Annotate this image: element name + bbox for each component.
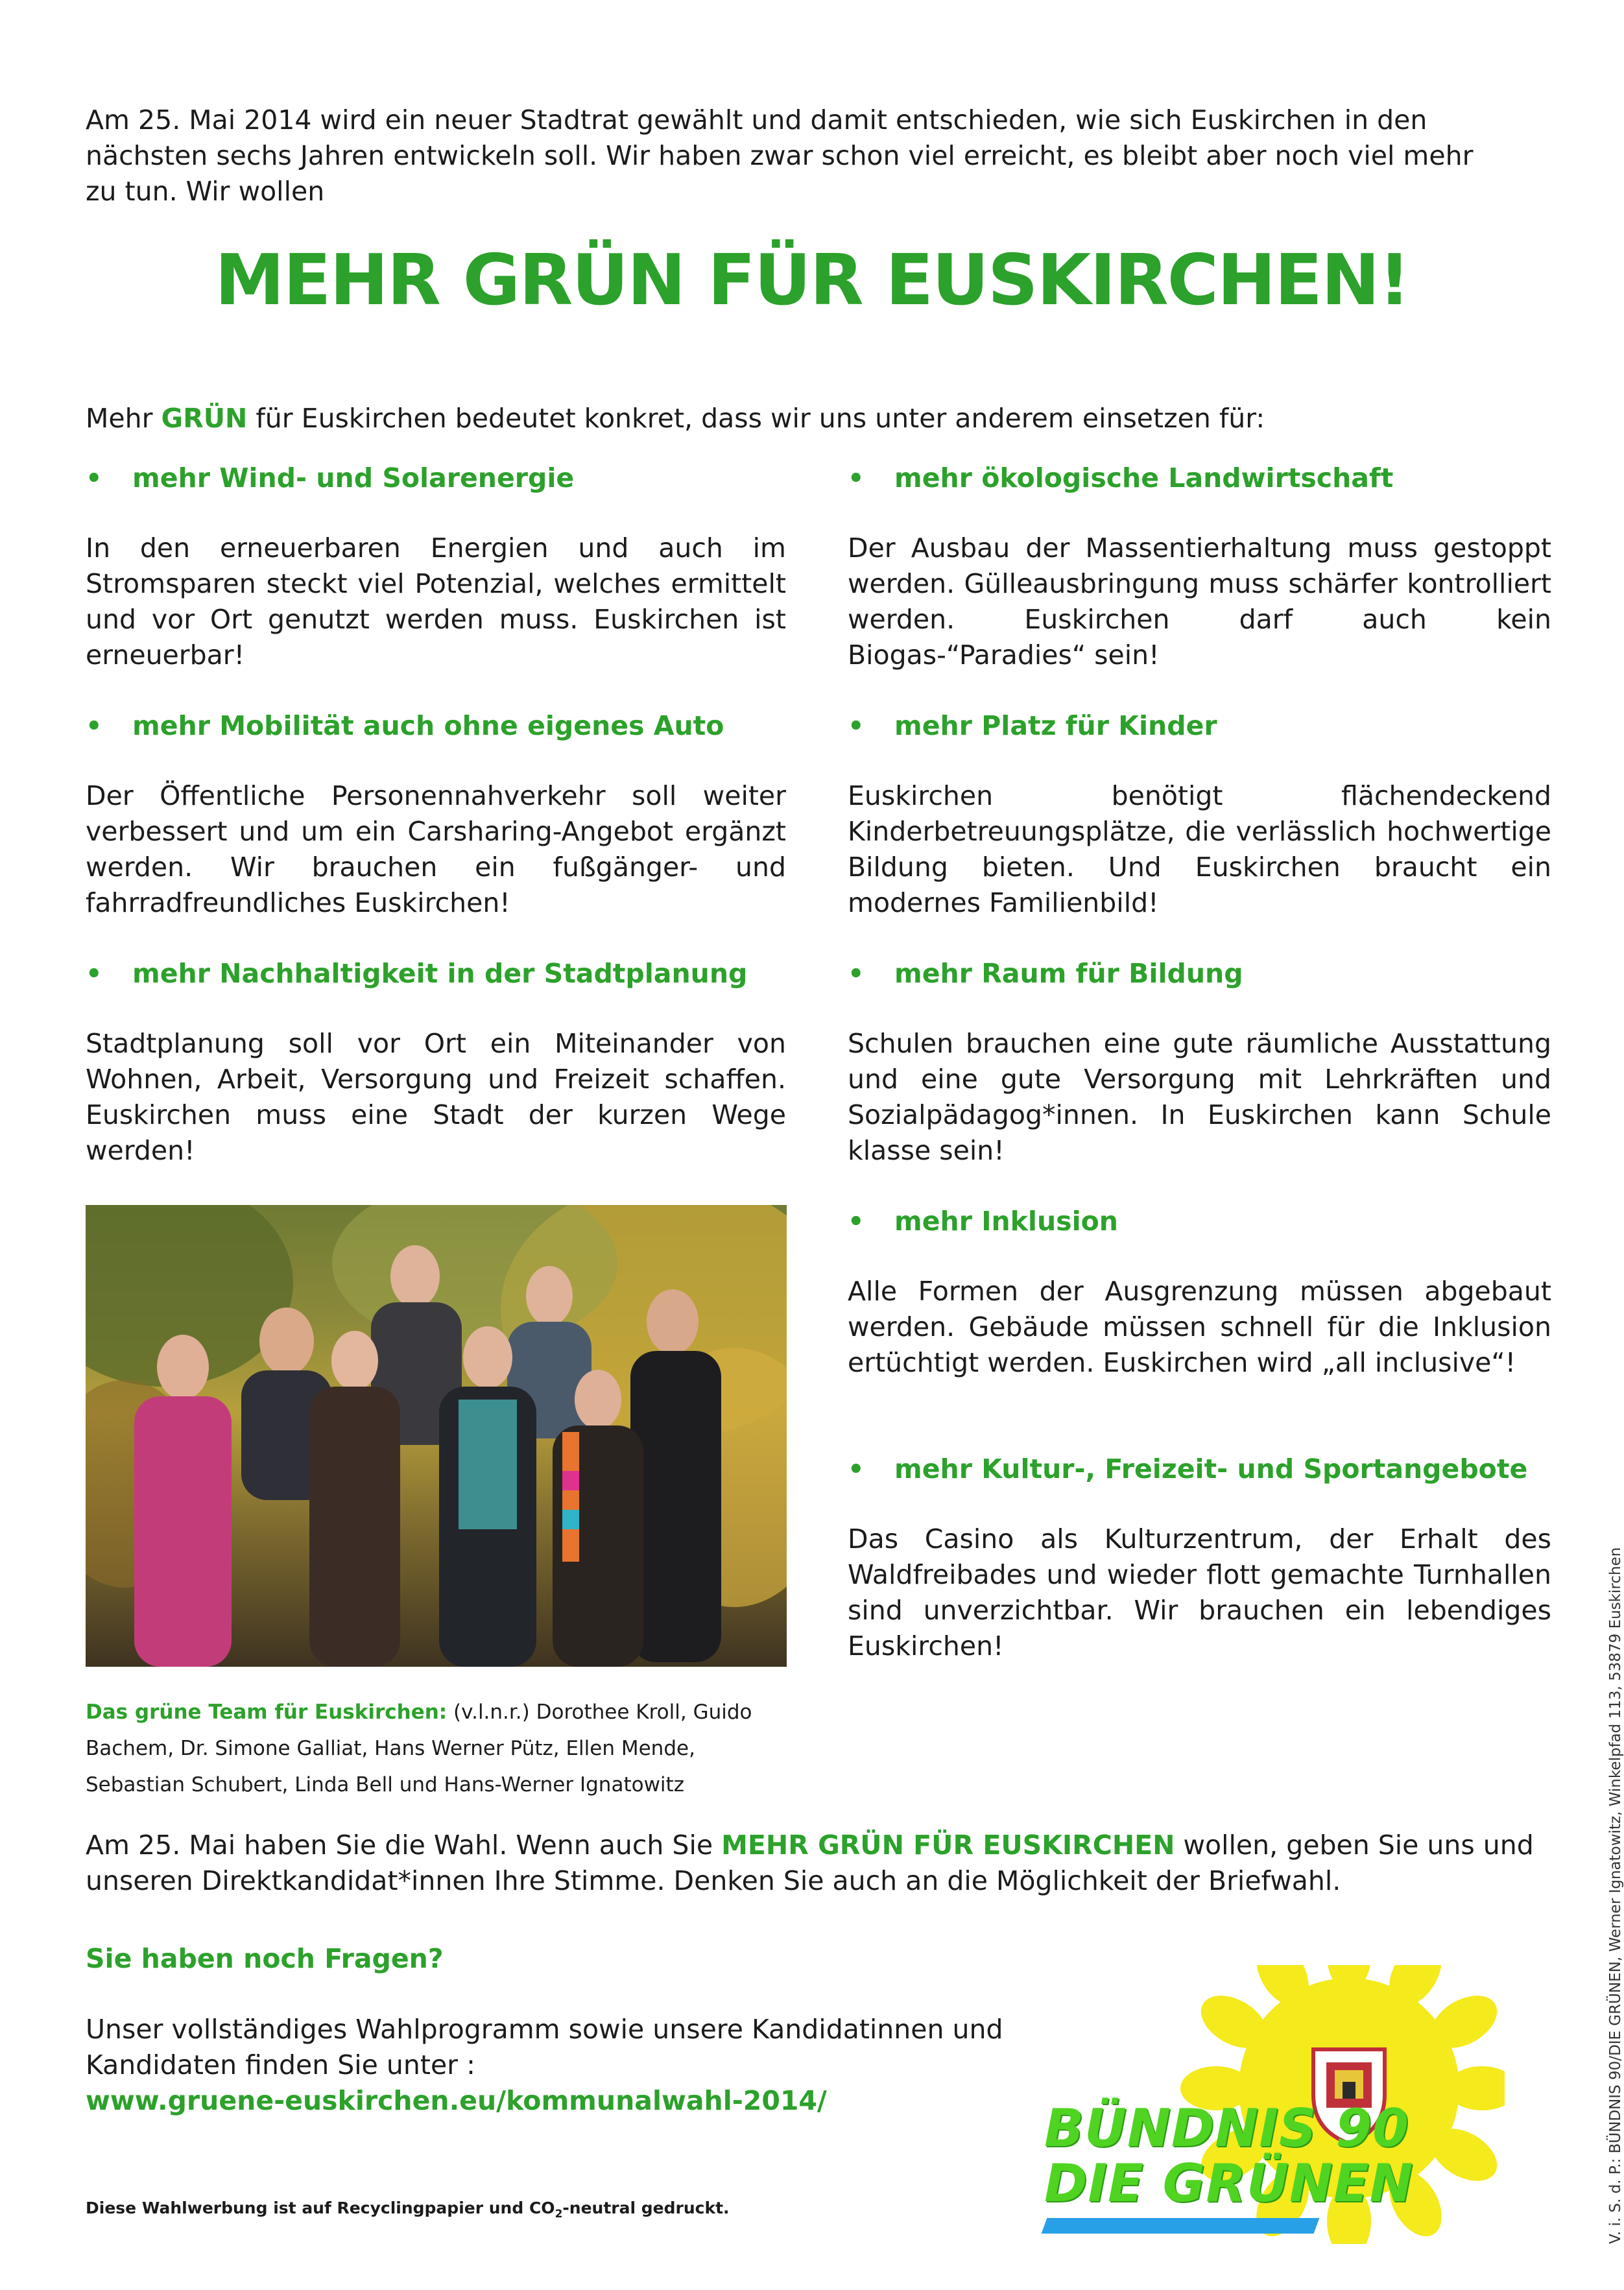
footnote-subscript: 2 [555,2208,563,2221]
footnote-text-after: -neutral gedruckt. [562,2199,730,2217]
point-body: Alle Formen der Ausgrenzung müssen abgebaut werden. Gebäude müssen schnell für die Inklusion ertüchtigt werden. Euskirchen wird „all inclusive“! [848,1276,1551,1378]
bullet-icon: • [848,464,865,494]
intro-paragraph: Am 25. Mai 2014 wird ein neuer Stadtrat gewählt und damit entschieden, wie sich Euskirchen in den nächsten sechs Jahren entwickeln soll. Wir haben zwar schon viel erreicht, es bleibt aber noch viel mehr zu tun. Wir wollen [86,104,1474,207]
point-culture-sports [848,1451,1551,1699]
point-title: mehr Platz für Kinder [894,710,1217,741]
party-logo [1025,1965,1505,2244]
logo-text-line2: DIE GRÜNEN [1044,2153,1414,2213]
lead-highlight: GRÜN [161,403,248,434]
logo-text-line1: BÜNDNIS 90 [1044,2098,1409,2158]
closing-highlight: MEHR GRÜN FÜR EUSKIRCHEN [721,1830,1175,1861]
left-column [86,460,786,1204]
questions-heading: Sie haben noch Fragen? [86,1943,444,1974]
program-paragraph [86,2012,1026,2119]
closing-paragraph [86,1828,1545,1899]
recycling-footnote [86,2199,730,2221]
team-photo-illustration [86,1205,787,1667]
point-body: Euskirchen benötigt flächendeckend Kinderbetreuungsplätze, die verlässlich hochwertige Bildung bieten. Und Euskirchen braucht ein modernes Familienbild! [848,780,1551,918]
right-column [848,460,1551,1699]
bullet-icon: • [86,959,102,989]
point-title: mehr Raum für Bildung [894,958,1243,989]
closing-text-after: wollen, geben Sie uns und unseren Direktkandidat*innen Ihre Stimme. Denken Sie auch an die Möglichkeit der Briefwahl. [86,1830,1534,1896]
point-title: mehr ökologische Landwirtschaft [894,462,1394,494]
caption-label: Das grüne Team für Euskirchen: [86,1700,448,1724]
bullet-icon: • [86,464,102,494]
bullet-icon: • [848,959,865,989]
closing-text-before: Am 25. Mai haben Sie die Wahl. Wenn auch Sie [86,1830,722,1861]
lead-paragraph [86,401,1512,436]
point-body: Stadtplanung soll vor Ort ein Miteinander von Wohnen, Arbeit, Versorgung und Freizeit schaffen. Euskirchen muss eine Stadt der kurzen Wege werden! [86,1028,786,1166]
point-title: mehr Mobilität auch ohne eigenes Auto [132,710,724,741]
point-title: mehr Inklusion [894,1206,1118,1237]
point-body: In den erneuerbaren Energien und auch im Stromsparen steckt viel Potenzial, welches ermittelt und vor Ort genutzt werden muss. Euskirchen ist erneuerbar! [86,532,786,671]
caption-text: (v.l.n.r.) Dorothee Kroll, Guido Bachem, Dr. Simone Galliat, Hans Werner Pütz, Ellen Mende, Sebastian Schubert, Linda Bell und Hans-Werner Ignatowitz [86,1700,752,1796]
point-mobility [86,708,786,956]
point-title: mehr Wind- und Solarenergie [132,462,575,494]
lead-text-after: für Euskirchen bedeutet konkret, dass wir uns unter anderem einsetzen für: [247,403,1265,434]
point-body: Der Öffentliche Personennahverkehr soll weiter verbessert und um ein Carsharing-Angebot ergänzt werden. Wir brauchen ein fußgänger- und fahrradfreundliches Euskirchen! [86,780,786,918]
point-body: Der Ausbau der Massentierhaltung muss gestoppt werden. Gülleausbringung muss schärfer kontrolliert werden. Euskirchen darf auch kein Biogas-“Paradies“ sein! [848,532,1551,671]
photo-caption [86,1694,773,1803]
bullet-icon: • [848,711,865,741]
team-photo [86,1205,787,1667]
headline: MEHR GRÜN FÜR EUSKIRCHEN! [215,240,1409,321]
imprint-vertical: V. i. S. d. P.: BÜNDNIS 90/DIE GRÜNEN, Werner Ignatowitz, Winkelpfad 113, 53879 Euskirchen [1607,1547,1624,2244]
point-inclusion [848,1204,1551,1451]
point-education [848,956,1551,1204]
point-title: mehr Kultur-, Freizeit- und Sportangebote [894,1453,1528,1485]
bullet-icon: • [86,711,102,741]
bullet-icon: • [848,1207,865,1237]
point-body: Schulen brauchen eine gute räumliche Ausstattung und eine gute Versorgung mit Lehrkräften und Sozialpädagog*innen. In Euskirchen kann Schule klasse sein! [848,1028,1551,1166]
logo-underline-bar [1042,2218,1320,2234]
point-wind-solar [86,460,786,708]
point-urban-planning [86,956,786,1204]
bullet-icon: • [848,1455,865,1485]
point-title: mehr Nachhaltigkeit in der Stadtplanung [132,958,748,989]
point-body: Das Casino als Kulturzentrum, der Erhalt des Waldfreibades und wieder flott gemachte Turnhallen sind unverzichtbar. Wir brauchen ein lebendiges Euskirchen! [848,1523,1551,1662]
program-text: Unser vollständiges Wahlprogramm sowie unsere Kandidatinnen und Kandidaten finden Sie unter : [86,2014,1003,2081]
lead-text-before: Mehr [86,403,161,434]
point-children [848,708,1551,956]
footnote-text-before: Diese Wahlwerbung ist auf Recyclingpapier und CO [86,2199,555,2217]
point-agriculture [848,460,1551,708]
program-link[interactable]: www.gruene-euskirchen.eu/kommunalwahl-2014/ [86,2085,827,2116]
